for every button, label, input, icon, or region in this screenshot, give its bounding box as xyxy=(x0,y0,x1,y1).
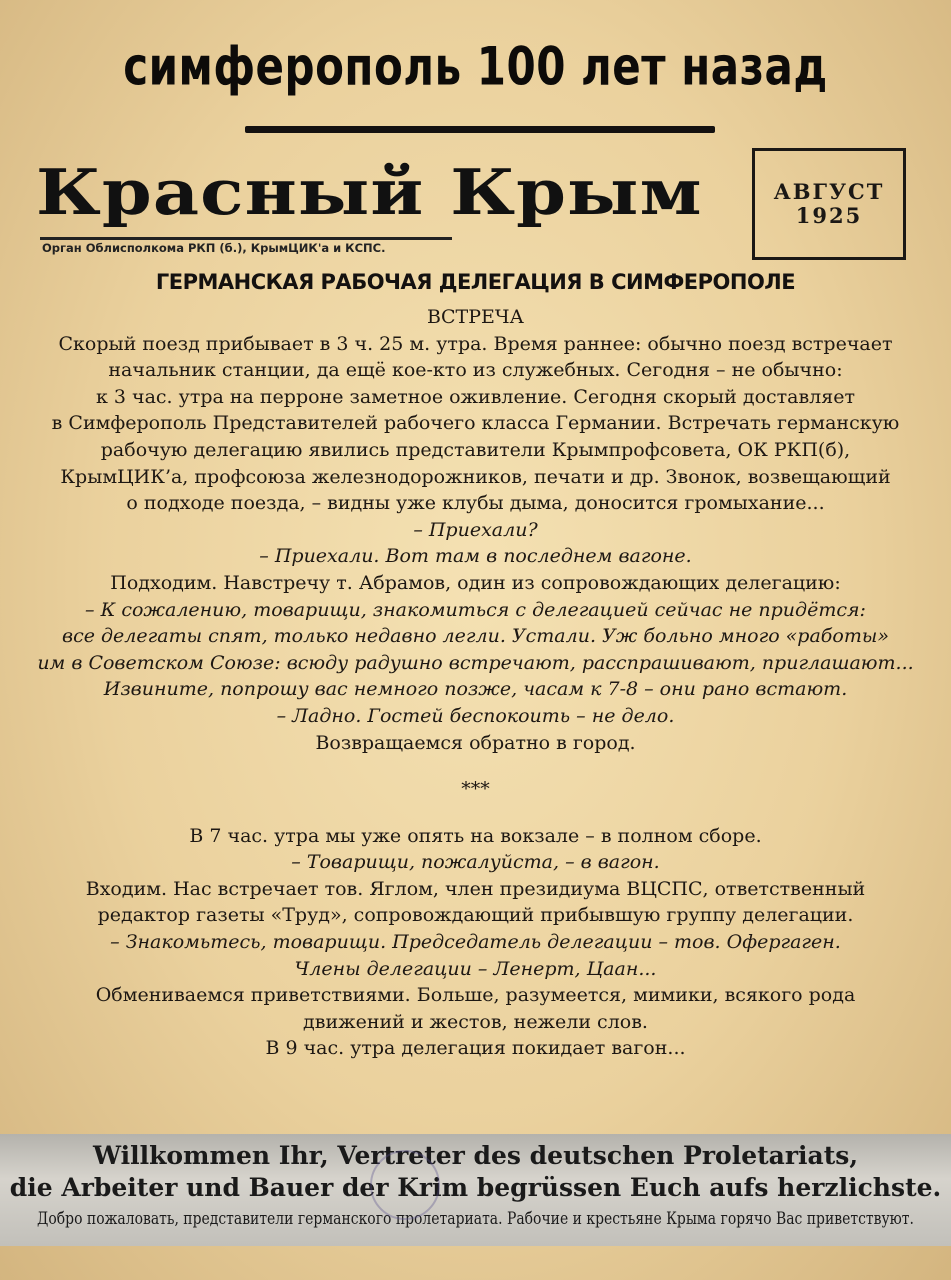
article-line: – Ладно. Гостей беспокоить – не дело. xyxy=(276,704,675,727)
article-line: им в Советском Союзе: всюду радушно встречают, расспрашивают, приглашают... xyxy=(37,651,914,674)
article-line: КрымЦИК’а, профсоюза железнодорожников, печати и др. Звонок, возвещающий xyxy=(60,465,891,488)
article-line: Входим. Нас встречает тов. Яглом, член президиума ВЦСПС, ответственный xyxy=(85,877,866,900)
title-rule xyxy=(245,126,715,133)
article-line: – К сожалению, товарищи, знакомиться с делегацией сейчас не придётся: xyxy=(85,598,866,621)
stamp-mark xyxy=(370,1150,440,1220)
date-month: АВГУСТ xyxy=(773,179,885,204)
article-line: – Приехали. Вот там в последнем вагоне. xyxy=(259,545,692,568)
article-line: движений и жестов, нежели слов. xyxy=(303,1010,648,1033)
masthead-name: Красный Крым xyxy=(36,155,703,230)
article-spacer xyxy=(10,756,941,776)
banner-russian-line: Добро пожаловать, представители германского пролетариата. Рабочие и крестьяне Крыма горячо Вас приветствуют. xyxy=(37,1209,914,1229)
masthead-subtitle: Орган Облисполкома РКП (б.), КрымЦИК'а и КСПС. xyxy=(42,241,386,255)
banner-german-line-1: Willkommen Ihr, Vertreter des deutschen Proletariats, xyxy=(92,1141,859,1170)
article-line: В 7 час. утра мы уже опять на вокзале – в полном сборе. xyxy=(189,824,762,847)
masthead-underline xyxy=(40,237,452,240)
article-line: все делегаты спят, только недавно легли. Устали. Уж больно много «работы» xyxy=(62,625,889,648)
newspaper-masthead xyxy=(36,155,736,260)
article-line: ВСТРЕЧА xyxy=(427,306,524,328)
article-line: В 9 час. утра делегация покидает вагон... xyxy=(265,1037,686,1060)
banner-german-line-2: die Arbeiter und Bauer der Krim begrüssen Euch aufs herzlichste. xyxy=(9,1173,942,1202)
article-line: Скорый поезд прибывает в 3 ч. 25 м. утра. Время раннее: обычно поезд встречает xyxy=(58,332,893,355)
page-title: симферополь 100 лет назад xyxy=(123,35,828,98)
article-line: – Товарищи, пожалуйста, – в вагон. xyxy=(291,851,660,874)
article-line: начальник станции, да ещё кое-кто из служебных. Сегодня – не обычно: xyxy=(108,359,843,382)
article-line: Извините, попрошу вас немного позже, часам к 7-8 – они рано встают. xyxy=(103,678,848,701)
article-line: редактор газеты «Труд», сопровождающий прибывшую группу делегации. xyxy=(97,904,854,927)
article-headline: ГЕРМАНСКАЯ РАБОЧАЯ ДЕЛЕГАЦИЯ В СИМФЕРОПОЛЕ xyxy=(155,270,796,294)
article-line: рабочую делегацию явились представители Крымпрофсовета, ОК РКП(б), xyxy=(100,438,851,461)
article-line: к 3 час. утра на перроне заметное оживление. Сегодня скорый доставляет xyxy=(95,385,855,408)
article-line: *** xyxy=(461,778,490,801)
article-line: Подходим. Навстречу т. Абрамов, один из сопровождающих делегацию: xyxy=(110,571,841,594)
article-line: Обмениваемся приветствиями. Больше, разумеется, мимики, всякого рода xyxy=(95,984,856,1007)
article-line: о подходе поезда, – видны уже клубы дыма, доносится громыхание... xyxy=(126,492,825,515)
article-line: в Симферополь Представителей рабочего класса Германии. Встречать германскую xyxy=(51,412,900,435)
date-year: 1925 xyxy=(795,203,863,228)
article-spacer xyxy=(10,803,941,823)
article-line: Члены делегации – Ленерт, Цаан... xyxy=(294,957,657,980)
article-body xyxy=(10,304,941,1062)
article-line: Возвращаемся обратно в город. xyxy=(315,731,636,754)
article-line: – Знакомьтесь, товарищи. Председатель делегации – тов. Офергаген. xyxy=(110,931,841,954)
article-line: – Приехали? xyxy=(413,518,538,541)
date-box xyxy=(752,148,906,260)
welcome-banner xyxy=(0,1134,951,1246)
